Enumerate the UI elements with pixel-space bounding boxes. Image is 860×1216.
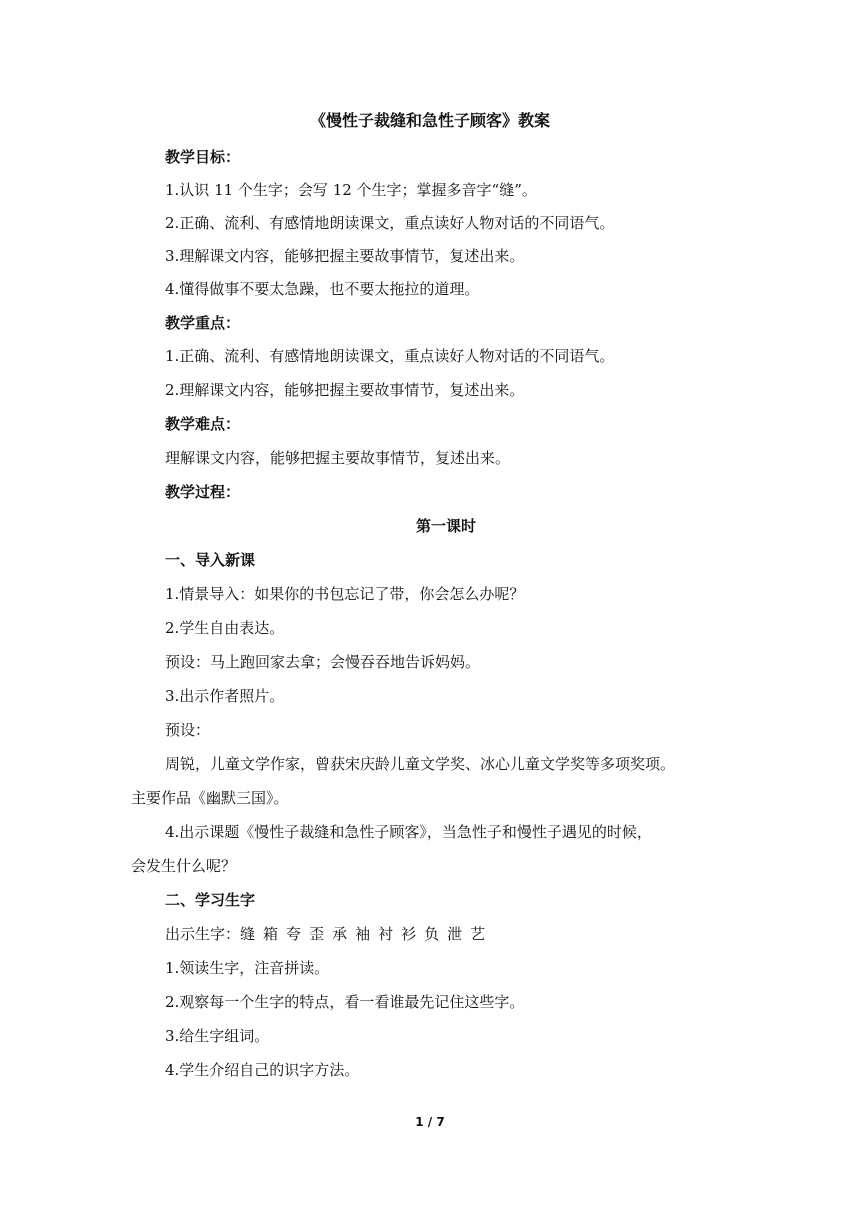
- process-heading: 教学过程：: [165, 483, 241, 501]
- new-characters-row: [165, 924, 493, 944]
- section1-line: 2.学生自由表达。: [165, 619, 285, 637]
- section1-line: 1.情景导入：如果你的书包忘记了带，你会怎么办呢？: [165, 585, 525, 603]
- section2-heading: 二、学习生字: [165, 891, 256, 909]
- objective-item: 2.正确、流利、有感情地朗读课文，重点读好人物对话的不同语气。: [165, 214, 615, 232]
- section1-line: 预设：: [165, 721, 211, 739]
- objective-item: 3.理解课文内容，能够把握主要故事情节，复述出来。: [165, 247, 525, 265]
- char: 缝: [240, 925, 256, 943]
- section2-line: 2.观察每一个生字的特点，看一看谁最先记住这些字。: [165, 993, 525, 1011]
- difficulties-heading: 教学难点：: [165, 415, 241, 433]
- char: 箱: [263, 925, 279, 943]
- objective-item: 4.懂得做事不要太急躁，也不要太拖拉的道理。: [165, 280, 480, 298]
- document-title: 《慢性子裁缝和急性子顾客》教案: [309, 111, 550, 130]
- lesson-title: 第一课时: [415, 517, 476, 535]
- objective-item: 1.认识 11 个生字；会写 12 个生字；掌握多音字“缝”。: [165, 181, 537, 199]
- section1-line: 周锐，儿童文学作家，曾获宋庆龄儿童文学奖、冰心儿童文学奖等多项奖项。: [165, 755, 676, 773]
- objectives-heading: 教学目标：: [165, 148, 241, 166]
- key-points-heading: 教学重点：: [165, 314, 241, 332]
- char: 衫: [401, 925, 417, 943]
- key-point-item: 1.正确、流利、有感情地朗读课文，重点读好人物对话的不同语气。: [165, 347, 615, 365]
- section2-line: 3.给生字组词。: [165, 1027, 270, 1045]
- char: 袖: [355, 925, 371, 943]
- section1-line: 预设：马上跑回家去拿；会慢吞吞地告诉妈妈。: [165, 653, 481, 671]
- section2-line: 4.学生介绍自己的识字方法。: [165, 1061, 360, 1079]
- chars-label: 出示生字：: [165, 925, 241, 943]
- char: 歪: [309, 925, 325, 943]
- page-number: 1 / 7: [415, 1115, 445, 1129]
- difficulties-text: 理解课文内容，能够把握主要故事情节，复述出来。: [165, 449, 511, 467]
- section1-line: 会发生什么呢？: [131, 857, 237, 875]
- char: 夸: [286, 925, 302, 943]
- char: 艺: [470, 925, 486, 943]
- section1-line: 4.出示课题《慢性子裁缝和急性子顾客》，当急性子和慢性子遇见的时候，: [165, 823, 652, 841]
- section1-line: 3.出示作者照片。: [165, 687, 285, 705]
- char: 泄: [447, 925, 463, 943]
- key-point-item: 2.理解课文内容，能够把握主要故事情节，复述出来。: [165, 381, 525, 399]
- section1-heading: 一、导入新课: [165, 551, 256, 569]
- section2-line: 1.领读生字，注音拼读。: [165, 959, 330, 977]
- char: 负: [424, 925, 440, 943]
- char: 承: [332, 925, 348, 943]
- section1-line: 主要作品《幽默三国》。: [131, 789, 289, 807]
- char: 衬: [378, 925, 394, 943]
